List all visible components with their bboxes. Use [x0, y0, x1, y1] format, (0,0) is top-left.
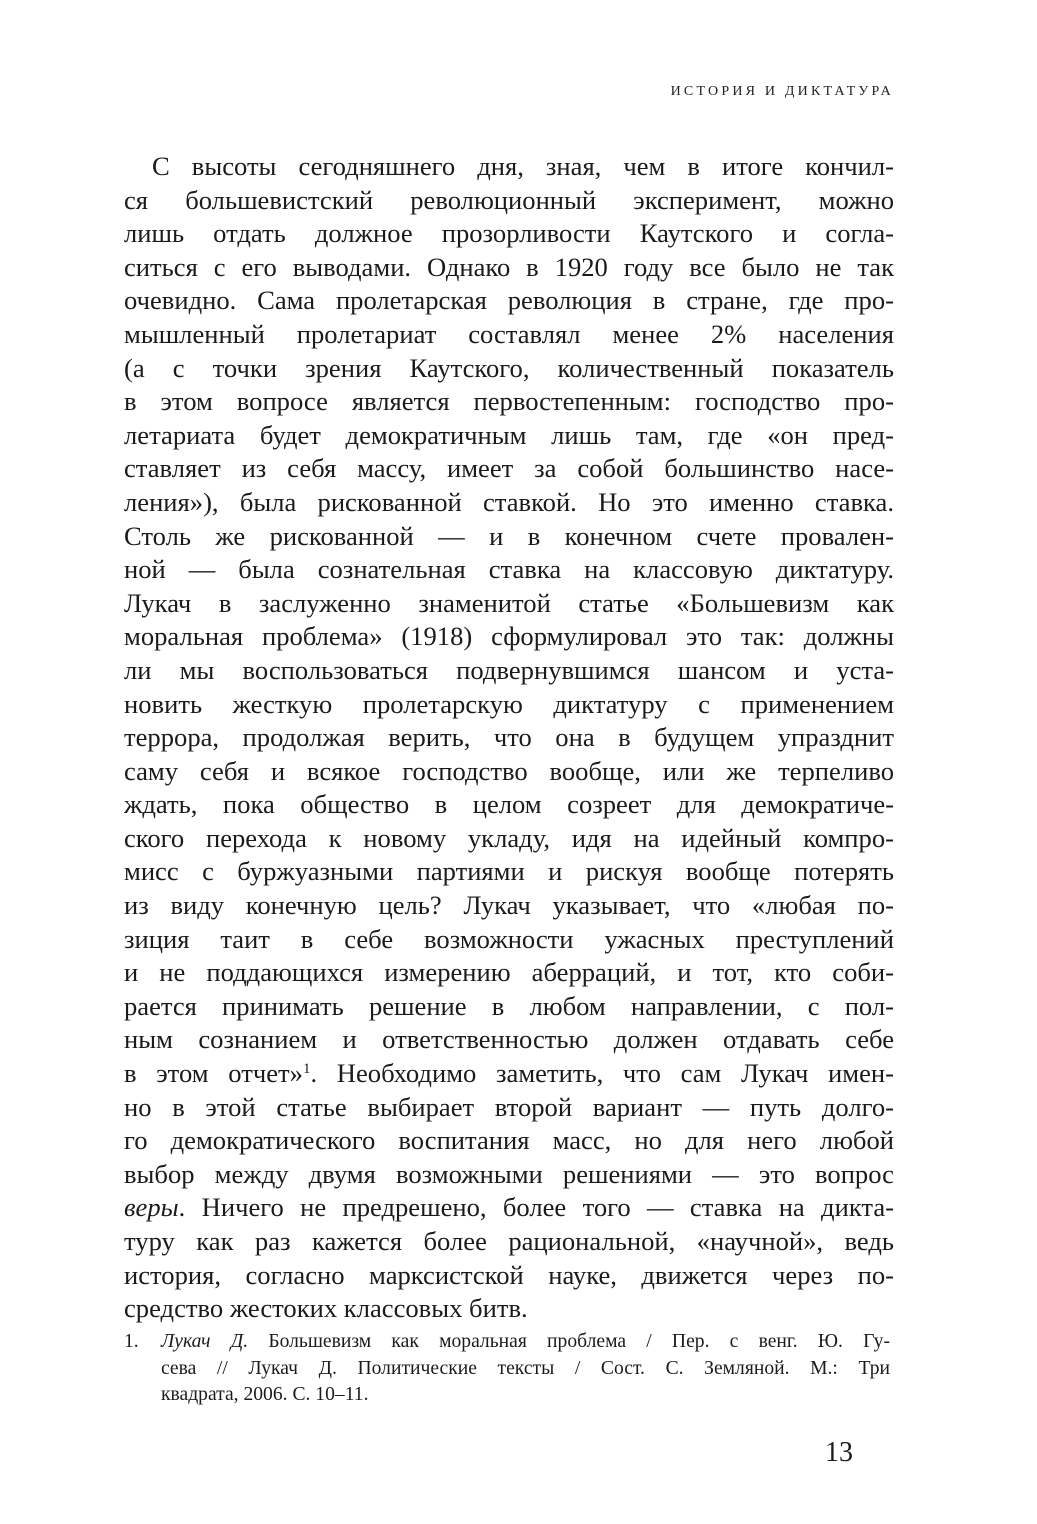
footnote-author: Лукач Д.: [161, 1331, 249, 1352]
text-line: ждать, пока общество в целом созреет для демократиче-: [124, 789, 894, 820]
footnote-line: сева // Лукач Д. Политические тексты / Сост. С. Земляной. М.: Три: [161, 1357, 890, 1379]
text-line: и не поддающихся измерению аберраций, и тот, кто соби-: [124, 957, 894, 988]
text-line: лишь отдать должное прозорливости Каутского и согла-: [124, 218, 894, 249]
text-line: (а с точки зрения Каутского, количественный показатель: [124, 352, 894, 383]
text-line: мышленный пролетариат составлял менее 2% населения: [124, 318, 894, 349]
text-line: ной — была сознательная ставка на классовую диктатуру.: [124, 554, 894, 585]
text-line: выбор между двумя возможными решениями — это вопрос: [124, 1158, 894, 1189]
text-line: моральная проблема» (1918) сформулировал это так: должны: [124, 621, 894, 652]
footnote-text: Большевизм как моральная проблема / Пер. с венг. Ю. Гу-: [248, 1331, 890, 1352]
text-line: летариата будет демократичным лишь там, где «он пред-: [124, 419, 894, 450]
running-head: ИСТОРИЯ И ДИКТАТУРА: [670, 84, 894, 99]
text-line: мисс с буржуазными партиями и рискуя вообще потерять: [124, 856, 894, 887]
text-line: го демократического воспитания масс, но для него любой: [124, 1125, 894, 1156]
italic-word: веры: [124, 1192, 179, 1223]
text-line: ситься с его выводами. Однако в 1920 году все было не так: [124, 251, 894, 282]
text-line: зиция таит в себе возможности ужасных преступлений: [124, 923, 894, 954]
text-line: ным сознанием и ответственностью должен отдавать себе: [124, 1024, 894, 1055]
text-line: очевидно. Сама пролетарская революция в стране, где про-: [124, 285, 894, 316]
footnote-reference[interactable]: 1: [302, 1061, 311, 1078]
text-line: Лукач в заслуженно знаменитой статье «Большевизм как: [124, 587, 894, 618]
text-line: Столь же рискованной — и в конечном счете провален-: [124, 520, 894, 551]
text-line: новить жесткую пролетарскую диктатуру с применением: [124, 688, 894, 719]
text-line: саму себя и всякое господство вообще, или же терпеливо: [124, 755, 894, 786]
body-text: [124, 150, 894, 1326]
text-line: из виду конечную цель? Лукач указывает, что «любая по-: [124, 890, 894, 921]
footnote-line: квадрата, 2006. С. 10–11.: [161, 1384, 369, 1405]
footnote-number: 1.: [124, 1331, 139, 1352]
footnote-line: [161, 1329, 890, 1356]
text-line: но в этой статье выбирает второй вариант — путь долго-: [124, 1091, 894, 1122]
text-line: история, согласно марксистской науке, движется через по-: [124, 1259, 894, 1290]
text-line-last: средство жестоких классовых битв.: [124, 1293, 528, 1324]
text-line: С высоты сегодняшнего дня, зная, чем в итоге кончил-: [152, 151, 894, 181]
text-line-with-italic: [124, 1191, 894, 1225]
page-number: 13: [825, 1437, 853, 1468]
text-line: туру как раз кажется более рациональной, «научной», ведь: [124, 1226, 894, 1256]
text-segment: . Ничего не предрешено, более того — ставка на дикта-: [178, 1192, 894, 1223]
text-line: ставляет из себя массу, имеет за собой большинство насе-: [124, 453, 894, 484]
text-line: в этом вопросе является первостепенным: господство про-: [124, 386, 894, 417]
text-segment: . Необходимо заметить, что сам Лукач имен-: [310, 1058, 894, 1089]
text-segment: в этом отчет»: [124, 1058, 303, 1089]
text-line: ления»), была рискованной ставкой. Но это именно ставка.: [124, 486, 894, 517]
footnote-body: [161, 1329, 890, 1409]
text-line: ся большевистский революционный эксперимент, можно: [124, 184, 894, 215]
text-line-with-footnote-ref: [124, 1057, 894, 1091]
text-line: рается принимать решение в любом направлении, с пол-: [124, 990, 894, 1021]
text-line: террора, продолжая верить, что она в будущем упразднит: [124, 722, 894, 753]
text-line: ского перехода к новому укладу, идя на идейный компро-: [124, 822, 894, 853]
footnote: [124, 1329, 890, 1409]
text-line: ли мы воспользоваться подвернувшимся шансом и уста-: [124, 654, 894, 685]
